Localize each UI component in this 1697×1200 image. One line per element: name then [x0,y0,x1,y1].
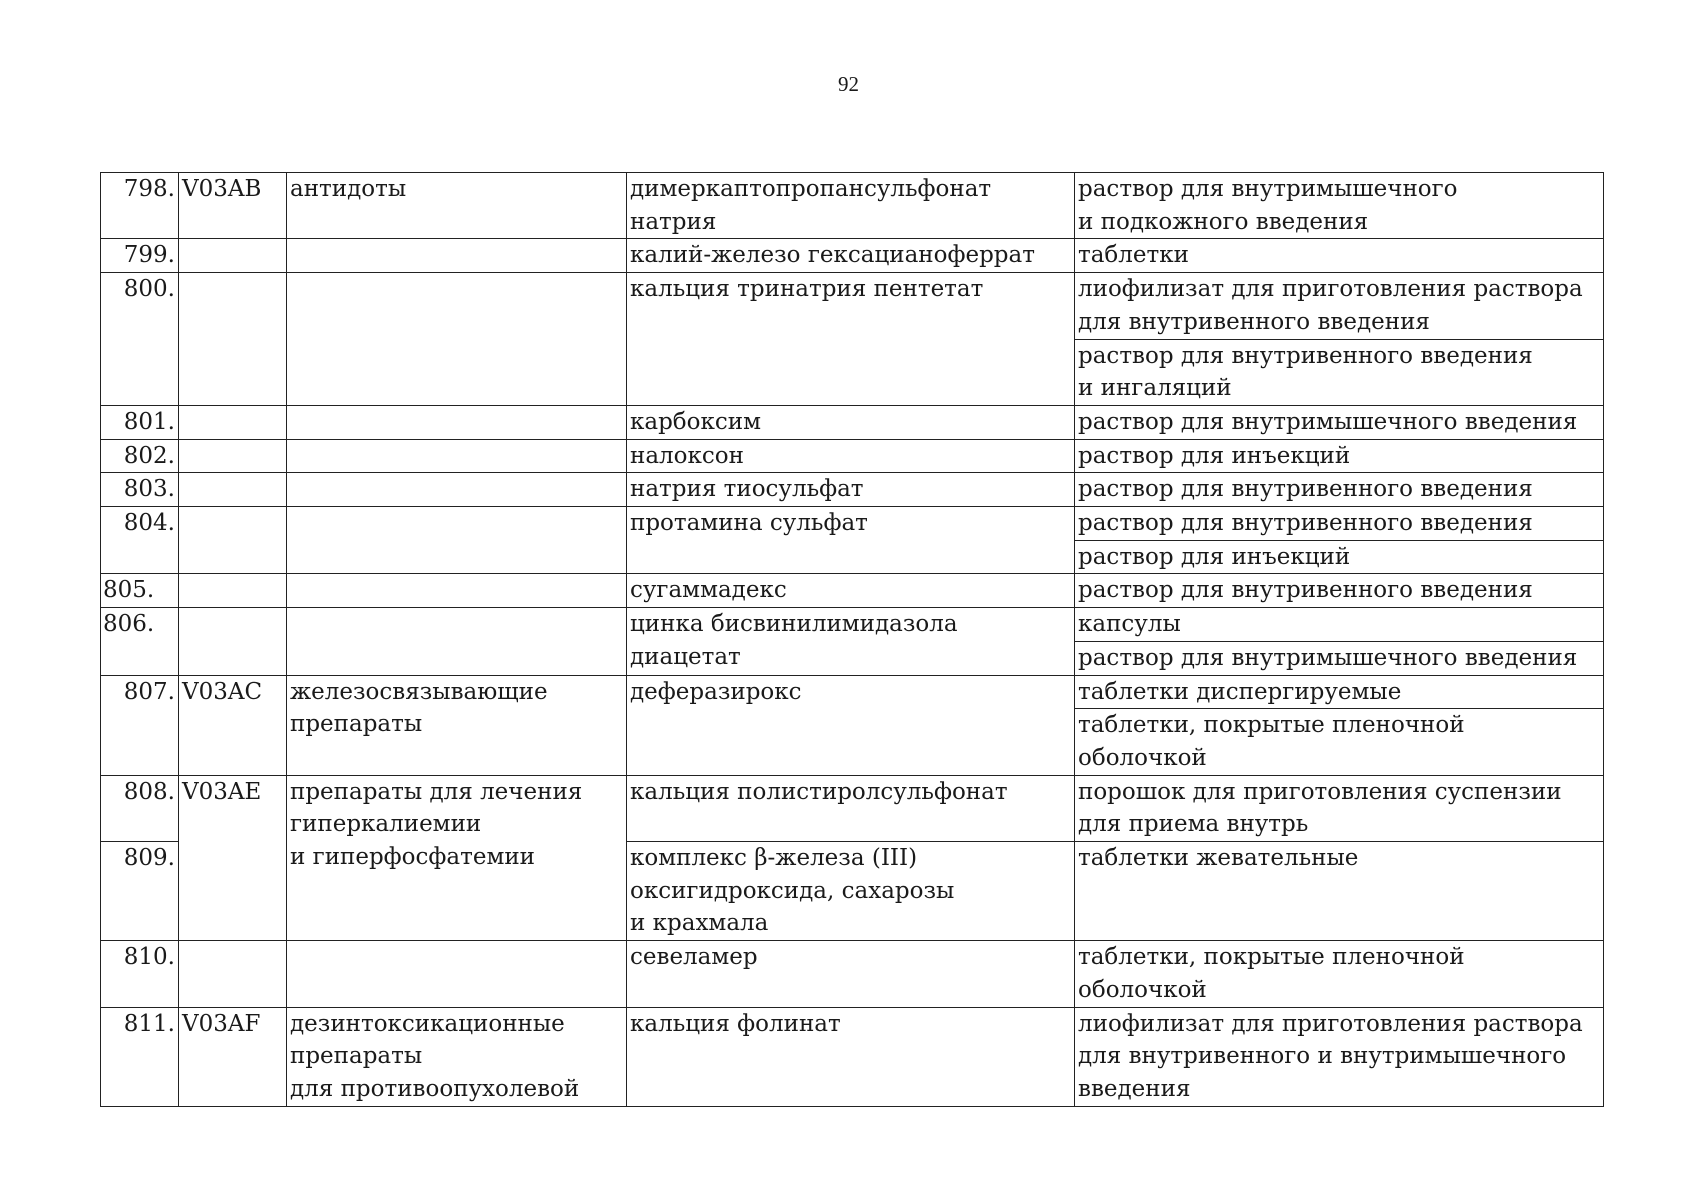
group-name [287,239,627,273]
group-name [287,405,627,439]
drug-name: комплекс β-железа (III) оксигидроксида, сахарозы и крахмала [627,842,1075,941]
group-name [287,608,627,675]
atc-code: V03AE [179,775,287,941]
table-row [101,507,1604,541]
dosage-form: таблетки жевательные [1075,842,1604,941]
drug-name: цинка бисвинилимидазола диацетат [627,608,1075,675]
group-name: железосвязывающие препараты [287,675,627,775]
dosage-form: раствор для внутривенного введения [1075,473,1604,507]
dosage-form: таблетки, покрытые пленочной оболочкой [1075,941,1604,1007]
dosage-form: лиофилизат для приготовления раствора для внутривенного и внутримышечного введения [1075,1007,1604,1106]
dosage-form: раствор для инъекций [1075,439,1604,473]
dosage-form: раствор для внутримышечного введения [1075,405,1604,439]
drug-name: калий-железо гексацианоферрат [627,239,1075,273]
dosage-form: таблетки диспергируемые [1075,675,1604,709]
dosage-form: раствор для внутривенного введения [1075,507,1604,541]
drug-name: деферазирокс [627,675,1075,775]
drug-name: натрия тиосульфат [627,473,1075,507]
row-number: 803. [101,473,179,507]
drug-name: димеркаптопропансульфонат натрия [627,173,1075,239]
group-name [287,507,627,574]
row-number: 806. [101,608,179,675]
atc-code: V03AB [179,173,287,239]
table-row [101,1007,1604,1106]
table-row [101,574,1604,608]
drug-name: протамина сульфат [627,507,1075,574]
dosage-form: лиофилизат для приготовления раствора для внутривенного введения [1075,273,1604,339]
row-number: 804. [101,507,179,574]
drug-name: кальция тринатрия пентетат [627,273,1075,406]
drug-name: карбоксим [627,405,1075,439]
row-number: 811. [101,1007,179,1106]
dosage-form: таблетки [1075,239,1604,273]
atc-code: V03AC [179,675,287,775]
atc-code [179,405,287,439]
table-row [101,775,1604,841]
page-number: 92 [838,72,859,96]
table-row [101,675,1604,709]
row-number: 807. [101,675,179,775]
table-row [101,173,1604,239]
table-row [101,239,1604,273]
dosage-form: таблетки, покрытые пленочной оболочкой [1075,709,1604,775]
group-name [287,574,627,608]
atc-code [179,473,287,507]
row-number: 805. [101,574,179,608]
group-name [287,941,627,1007]
atc-code [179,439,287,473]
row-number: 801. [101,405,179,439]
table-row [101,608,1604,642]
row-number: 800. [101,273,179,406]
drug-name: севеламер [627,941,1075,1007]
row-number: 810. [101,941,179,1007]
dosage-form: раствор для инъекций [1075,540,1604,574]
drug-name: сугаммадекс [627,574,1075,608]
atc-code [179,608,287,675]
table-row [101,473,1604,507]
atc-code [179,239,287,273]
row-number: 809. [101,842,179,941]
dosage-form: раствор для внутривенного введения [1075,574,1604,608]
row-number: 798. [101,173,179,239]
atc-code [179,507,287,574]
row-number: 799. [101,239,179,273]
drug-name: кальция фолинат [627,1007,1075,1106]
drug-name: кальция полистиролсульфонат [627,775,1075,841]
atc-code [179,273,287,406]
group-name: антидоты [287,173,627,239]
row-number: 808. [101,775,179,841]
group-name [287,473,627,507]
dosage-form: раствор для внутримышечного и подкожного введения [1075,173,1604,239]
atc-code: V03AF [179,1007,287,1106]
atc-code [179,941,287,1007]
dosage-form: капсулы [1075,608,1604,642]
group-name: дезинтоксикационные препараты для противоопухолевой [287,1007,627,1106]
dosage-form: раствор для внутримышечного введения [1075,641,1604,675]
table-row [101,273,1604,339]
medication-table [100,172,1604,1107]
group-name [287,273,627,406]
table-row [101,941,1604,1007]
drug-name: налоксон [627,439,1075,473]
atc-code [179,574,287,608]
table-row [101,405,1604,439]
dosage-form: раствор для внутривенного введения и ингаляций [1075,339,1604,405]
group-name [287,439,627,473]
dosage-form: порошок для приготовления суспензии для приема внутрь [1075,775,1604,841]
row-number: 802. [101,439,179,473]
group-name: препараты для лечения гиперкалиемии и гиперфосфатемии [287,775,627,941]
table-row [101,439,1604,473]
